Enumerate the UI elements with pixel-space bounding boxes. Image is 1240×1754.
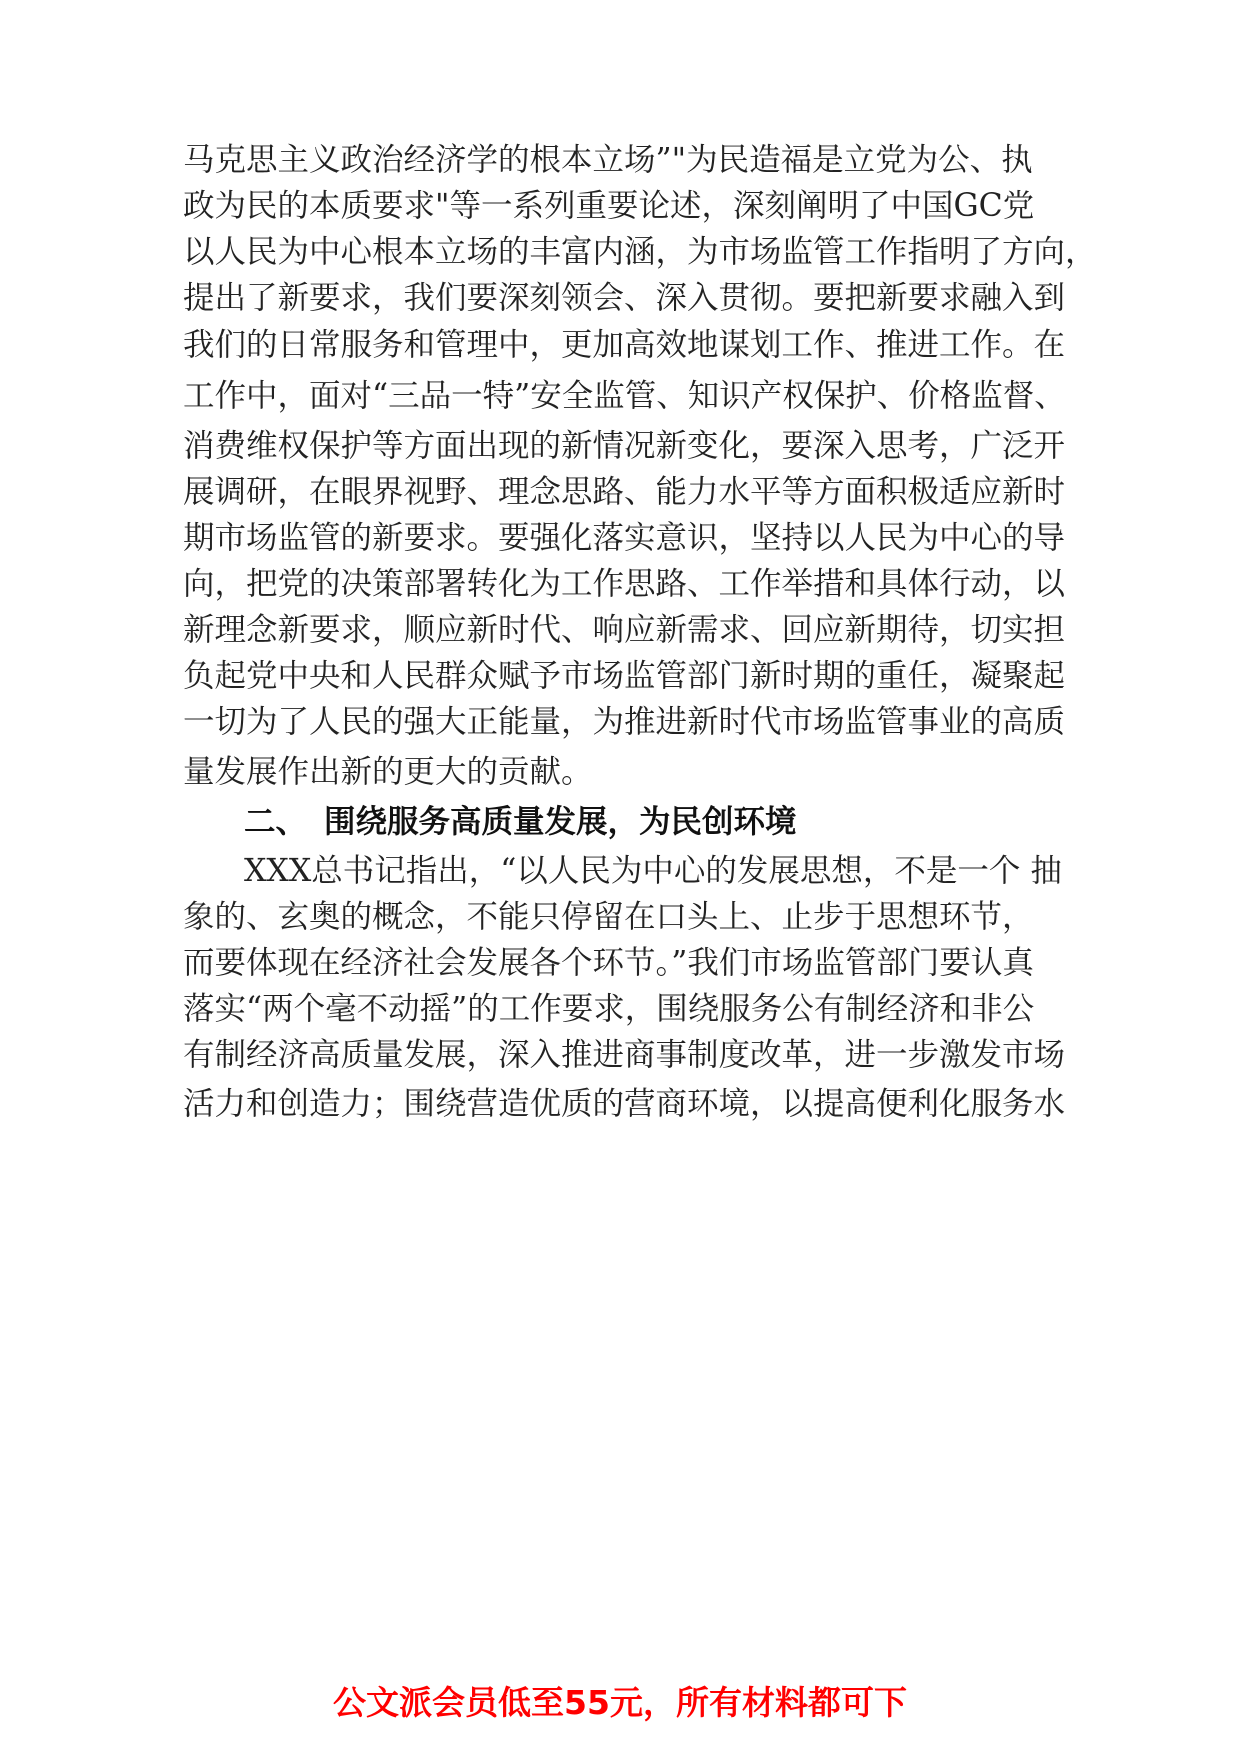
paragraph-1-line-8: 展调研，在眼界视野、理念思路、能力水平等方面积极适应新时 <box>183 474 1066 510</box>
paragraph-1-line-2: 政为民的本质要求"等一系列重要论述，深刻阐明了中国GC党 <box>183 188 1035 224</box>
paragraph-1-line-12: 负起党中央和人民群众赋予市场监管部门新时期的重任，凝聚起 <box>183 658 1066 694</box>
paragraph-2-line-4: 落实“两个毫不动摇”的工作要求，围绕服务公有制经济和非公 <box>183 991 1035 1027</box>
paragraph-1-line-7: 消费维权保护等方面出现的新情况新变化，要深入思考，广泛开 <box>183 428 1066 464</box>
promo-footer: 公文派会员低至55元，所有材料都可下 <box>333 1683 907 1722</box>
paragraph-2-line-1: XXX总书记指出，“以人民为中心的发展思想，不是一个 抽 <box>244 853 1062 889</box>
paragraph-1-line-9: 期市场监管的新要求。要强化落实意识，坚持以人民为中心的导 <box>183 520 1066 556</box>
paragraph-2-line-2: 象的、玄奥的概念，不能只停留在口头上、止步于思想环节， <box>183 899 1034 935</box>
paragraph-2-line-6: 活力和创造力；围绕营造优质的营商环境，以提高便利化服务水 <box>183 1086 1066 1122</box>
paragraph-1-line-6: 工作中，面对“三品一特”安全监管、知识产权保护、价格监督、 <box>183 378 1066 414</box>
paragraph-2-line-5: 有制经济高质量发展，深入推进商事制度改革，进一步激发市场 <box>183 1037 1066 1073</box>
paragraph-1-line-3: 以人民为中心根本立场的丰富内涵，为市场监管工作指明了方向， <box>183 234 1097 270</box>
paragraph-1-line-13: 一切为了人民的强大正能量，为推进新时代市场监管事业的高质 <box>183 704 1066 740</box>
paragraph-1-line-14: 量发展作出新的更大的贡献。 <box>183 754 593 790</box>
paragraph-1-line-5: 我们的日常服务和管理中，更加高效地谋划工作、推进工作。在 <box>183 327 1066 363</box>
paragraph-1-line-10: 向，把党的决策部署转化为工作思路、工作举措和具体行动，以 <box>183 566 1066 602</box>
paragraph-1-line-1: 马克思主义政治经济学的根本立场”"为民造福是立党为公、执 <box>183 142 1033 178</box>
paragraph-2-line-3: 而要体现在经济社会发展各个环节。”我们市场监管部门要认真 <box>183 945 1034 981</box>
paragraph-1-line-4: 提出了新要求，我们要深刻领会、深入贯彻。要把新要求融入到 <box>183 280 1066 316</box>
section-2-title: 围绕服务高质量发展，为民创环境 <box>324 804 797 840</box>
section-2-number: 二、 <box>244 804 308 840</box>
paragraph-1-line-11: 新理念新要求，顺应新时代、响应新需求、回应新期待，切实担 <box>183 612 1066 648</box>
